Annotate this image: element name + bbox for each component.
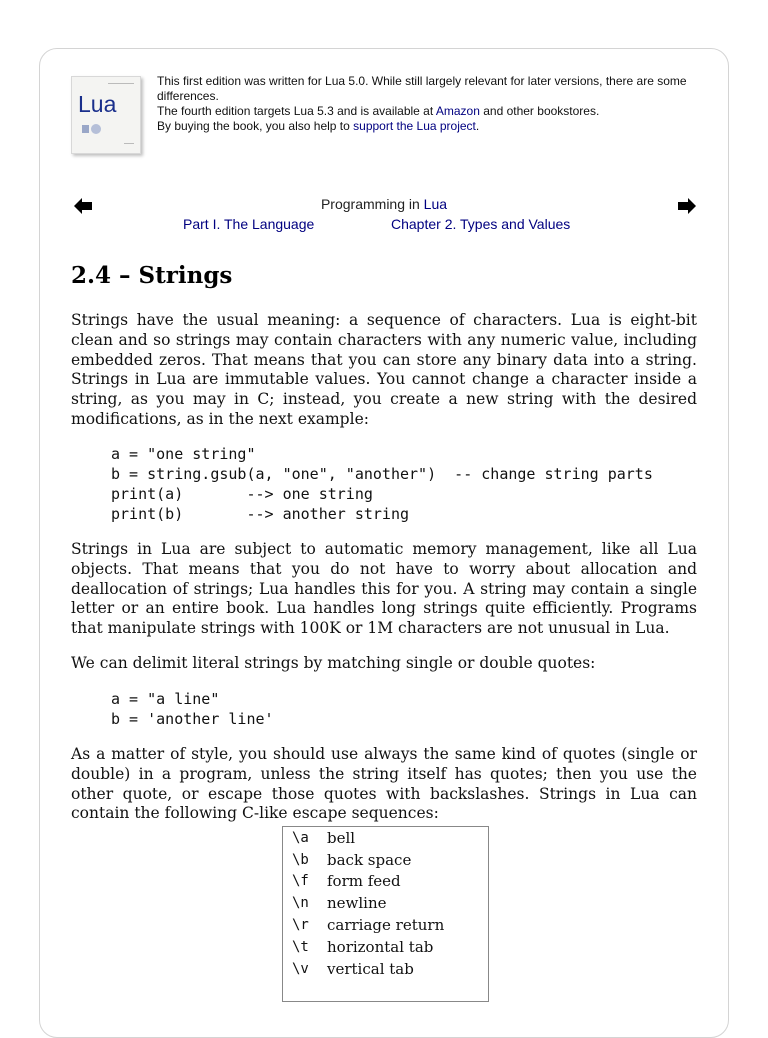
table-row (283, 936, 489, 958)
notice-text: The fourth edition targets Lua 5.3 and is available at (157, 104, 436, 118)
paragraph-2: Strings in Lua are subject to automatic memory management, like all Lua objects. That means that you do not have to worry about allocation and deallocation of strings; Lua handles this for you. A string may contain a single letter or an entire book. Lua handles long strings quite efficiently. Programs that manipulate strings with 100K or 1M characters are not unusual in Lua. (71, 540, 697, 638)
notice-text: and other bookstores. (479, 104, 600, 118)
support-lua-link[interactable]: support the Lua project (353, 119, 476, 133)
notice-line-2 (157, 104, 697, 119)
edition-notice (157, 74, 697, 134)
paragraph-4: As a matter of style, you should use always the same kind of quotes (single or double) in a program, unless the string itself has quotes; then you use the other quote, or escape those quotes with backslashes. Strings in Lua can contain the following C-like escape sequences: (71, 745, 697, 823)
paragraph-3: We can delimit literal strings by matching single or double quotes: (71, 654, 596, 672)
escape-code: \f (292, 873, 309, 890)
escape-description: newline (327, 894, 387, 913)
lua-logo-icon (82, 123, 104, 135)
escape-description: bell (327, 828, 356, 847)
escape-code (283, 980, 319, 1002)
code-example-2: a = "a line" b = 'another line' (111, 690, 274, 728)
escape-description: form feed (327, 872, 401, 891)
table-row (283, 958, 489, 980)
escape-code: \n (292, 895, 309, 912)
notice-text: . (475, 119, 480, 133)
table-row (283, 980, 489, 1002)
cover-decoration (108, 83, 134, 84)
escape-code: \b (292, 851, 309, 868)
cover-decoration (124, 143, 134, 144)
escape-code: \a (292, 829, 309, 846)
notice-line-1: This first edition was written for Lua 5.0. While still largely relevant for later versions, there are some differences. (157, 74, 687, 103)
escape-code: \r (292, 917, 309, 934)
escape-description: horizontal tab (327, 937, 434, 956)
table-row (283, 892, 489, 914)
table-row (283, 849, 489, 871)
paragraph-1: Strings have the usual meaning: a sequence of characters. Lua is eight-bit clean and so strings may contain characters with any numeric value, including embedded zeros. That means that you can store any binary data into a string. Strings in Lua are immutable values. You cannot change a character inside a string, as you may in C; instead, you create a new string with the desired modifications, as in the next example: (71, 311, 697, 428)
escape-description (318, 980, 489, 1002)
table-row (283, 914, 489, 936)
lua-link[interactable]: Lua (423, 196, 448, 212)
table-row (283, 827, 489, 849)
section-title: 2.4 – Strings (71, 262, 233, 289)
chapter-link[interactable]: Chapter 2. Types and Values (391, 216, 571, 232)
cover-title: Lua (78, 91, 117, 117)
book-title (0, 196, 768, 212)
notice-text: By buying the book, you also help to (157, 119, 354, 133)
part-link[interactable]: Part I. The Language (183, 216, 315, 232)
escape-sequences-table (282, 826, 489, 1002)
code-example-1: a = "one string" b = string.gsub(a, "one", "another") -- change string parts print(a) --> one string print(b) --> another string (111, 445, 653, 523)
escape-description: back space (327, 850, 412, 869)
escape-code: \t (292, 938, 309, 955)
amazon-link[interactable]: Amazon (435, 104, 480, 118)
book-title-text: Programming in (320, 196, 424, 212)
arrow-right-icon[interactable] (676, 196, 698, 216)
escape-description: vertical tab (327, 959, 414, 978)
table-row (283, 871, 489, 893)
escape-code: \v (292, 960, 309, 977)
book-cover-image[interactable] (71, 76, 141, 154)
escape-description: carriage return (327, 916, 445, 935)
notice-line-3 (157, 119, 697, 134)
